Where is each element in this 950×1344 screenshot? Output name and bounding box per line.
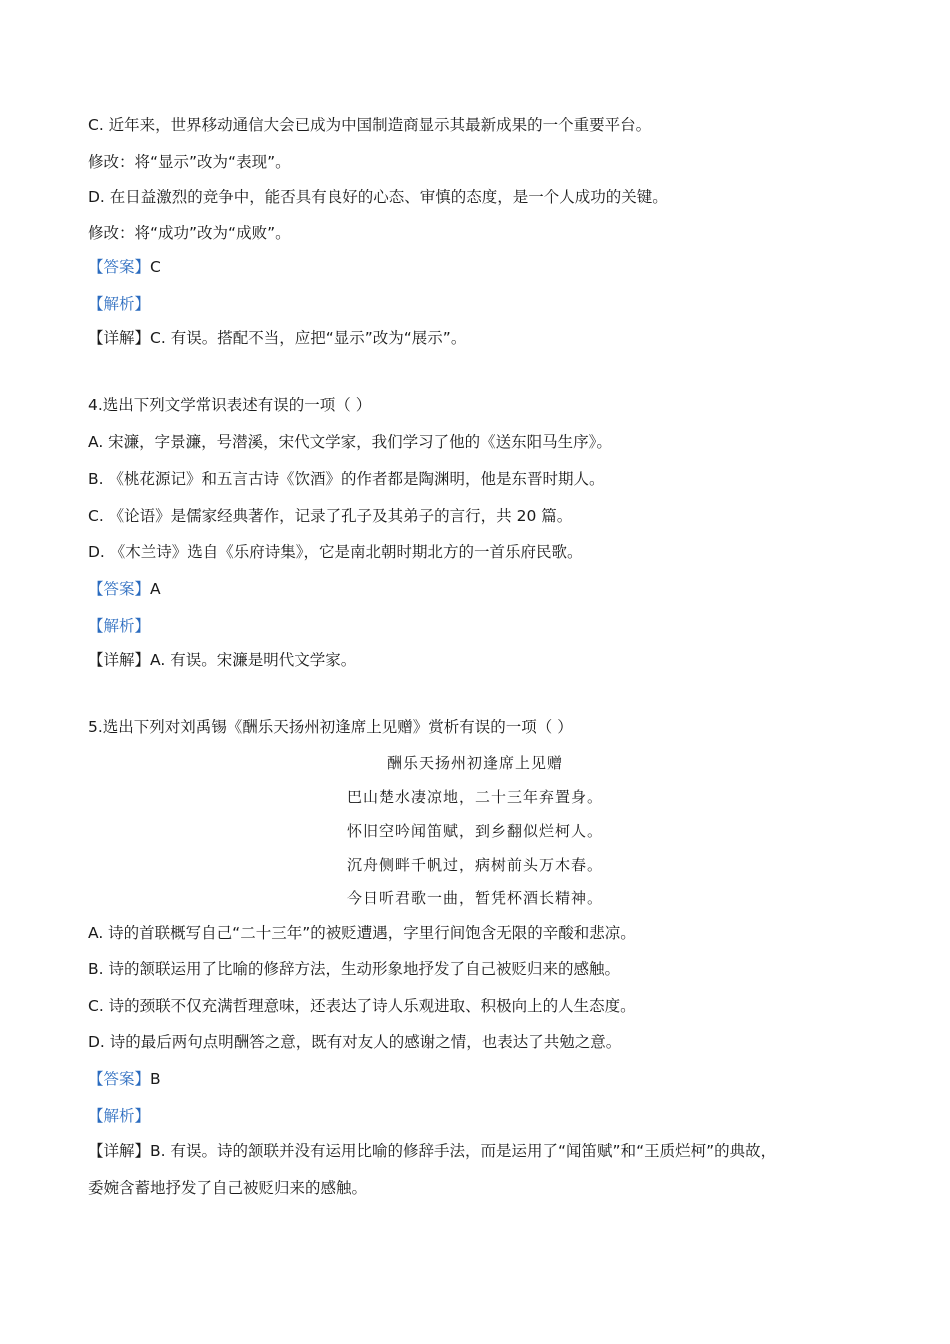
q4-option-a: A. 宋濂，字景濂，号潜溪，宋代文学家，我们学习了他的《送东阳马生序》。 <box>88 433 612 451</box>
q4-detail-text: A. 有误。宋濂是明代文学家。 <box>150 651 357 669</box>
q4-answer <box>88 578 870 600</box>
q3-answer <box>88 256 870 278</box>
q4-detail-tag: 【详解】 <box>88 651 151 669</box>
q3-answer-value: C <box>150 258 161 276</box>
q3-detail-tag: 【详解】 <box>88 329 151 347</box>
q3-detail <box>88 327 870 349</box>
q4-option-c: C. 《论语》是儒家经典著作，记录了孔子及其弟子的言行，共 20 篇。 <box>88 507 573 525</box>
q3-detail-text: C. 有误。搭配不当，应把“显示”改为“展示”。 <box>150 329 467 347</box>
q4-answer-value: A <box>150 580 161 598</box>
q4-answer-tag: 【答案】 <box>88 580 151 598</box>
q4-option-b: B. 《桃花源记》和五言古诗《饮酒》的作者都是陶渊明，他是东晋时期人。 <box>88 470 605 488</box>
q5-analysis <box>88 1105 870 1127</box>
q5-question: 5.选出下列对刘禹锡《酬乐天扬州初逢席上见赠》赏析有误的一项（ ） <box>88 718 573 736</box>
q5-detail-continued: 委婉含蓄地抒发了自己被贬归来的感触。 <box>88 1179 368 1197</box>
poem-title: 酬乐天扬州初逢席上见赠 <box>386 754 563 772</box>
q4-option-d: D. 《木兰诗》选自《乐府诗集》，它是南北朝时期北方的一首乐府民歌。 <box>88 543 583 561</box>
poem-line: 巴山楚水凄凉地，二十三年弃置身。 <box>346 788 603 806</box>
q5-option-b: B. 诗的颔联运用了比喻的修辞方法，生动形象地抒发了自己被贬归来的感触。 <box>88 960 620 978</box>
q5-option-d: D. 诗的最后两句点明酬答之意，既有对友人的感谢之情，也表达了共勉之意。 <box>88 1033 622 1051</box>
q3-analysis <box>88 293 870 315</box>
q3-fix-c: 修改：将“显示”改为“表现”。 <box>88 153 291 171</box>
q5-analysis-tag: 【解析】 <box>88 1107 151 1125</box>
poem-line: 怀旧空吟闻笛赋，到乡翻似烂柯人。 <box>346 822 603 840</box>
q5-answer-tag: 【答案】 <box>88 1070 151 1088</box>
q4-detail <box>88 649 870 671</box>
q3-fix-d: 修改：将“成功”改为“成败”。 <box>88 224 291 242</box>
q5-option-c: C. 诗的颈联不仅充满哲理意味，还表达了诗人乐观进取、积极向上的人生态度。 <box>88 997 636 1015</box>
q5-answer-value: B <box>150 1070 161 1088</box>
q5-answer <box>88 1068 870 1090</box>
q5-detail-tag: 【详解】 <box>88 1142 151 1160</box>
poem-line: 沉舟侧畔千帆过，病树前头万木春。 <box>346 856 603 874</box>
q4-analysis-tag: 【解析】 <box>88 617 151 635</box>
q4-question: 4.选出下列文学常识表述有误的一项（ ） <box>88 396 372 414</box>
q5-detail <box>88 1140 870 1162</box>
q5-detail-text: B. 有误。诗的颔联并没有运用比喻的修辞手法，而是运用了“闻笛赋”和“王质烂柯”的典故， <box>150 1142 777 1160</box>
q4-analysis <box>88 615 870 637</box>
q3-analysis-tag: 【解析】 <box>88 295 151 313</box>
q3-option-d: D. 在日益激烈的竞争中，能否具有良好的心态、审慎的态度，是一个人成功的关键。 <box>88 188 668 206</box>
q3-option-c: C. 近年来，世界移动通信大会已成为中国制造商显示其最新成果的一个重要平台。 <box>88 116 652 134</box>
q5-option-a: A. 诗的首联概写自己“二十三年”的被贬遭遇，字里行间饱含无限的辛酸和悲凉。 <box>88 924 636 942</box>
poem-line: 今日听君歌一曲，暂凭杯酒长精神。 <box>346 889 603 907</box>
q3-answer-tag: 【答案】 <box>88 258 151 276</box>
